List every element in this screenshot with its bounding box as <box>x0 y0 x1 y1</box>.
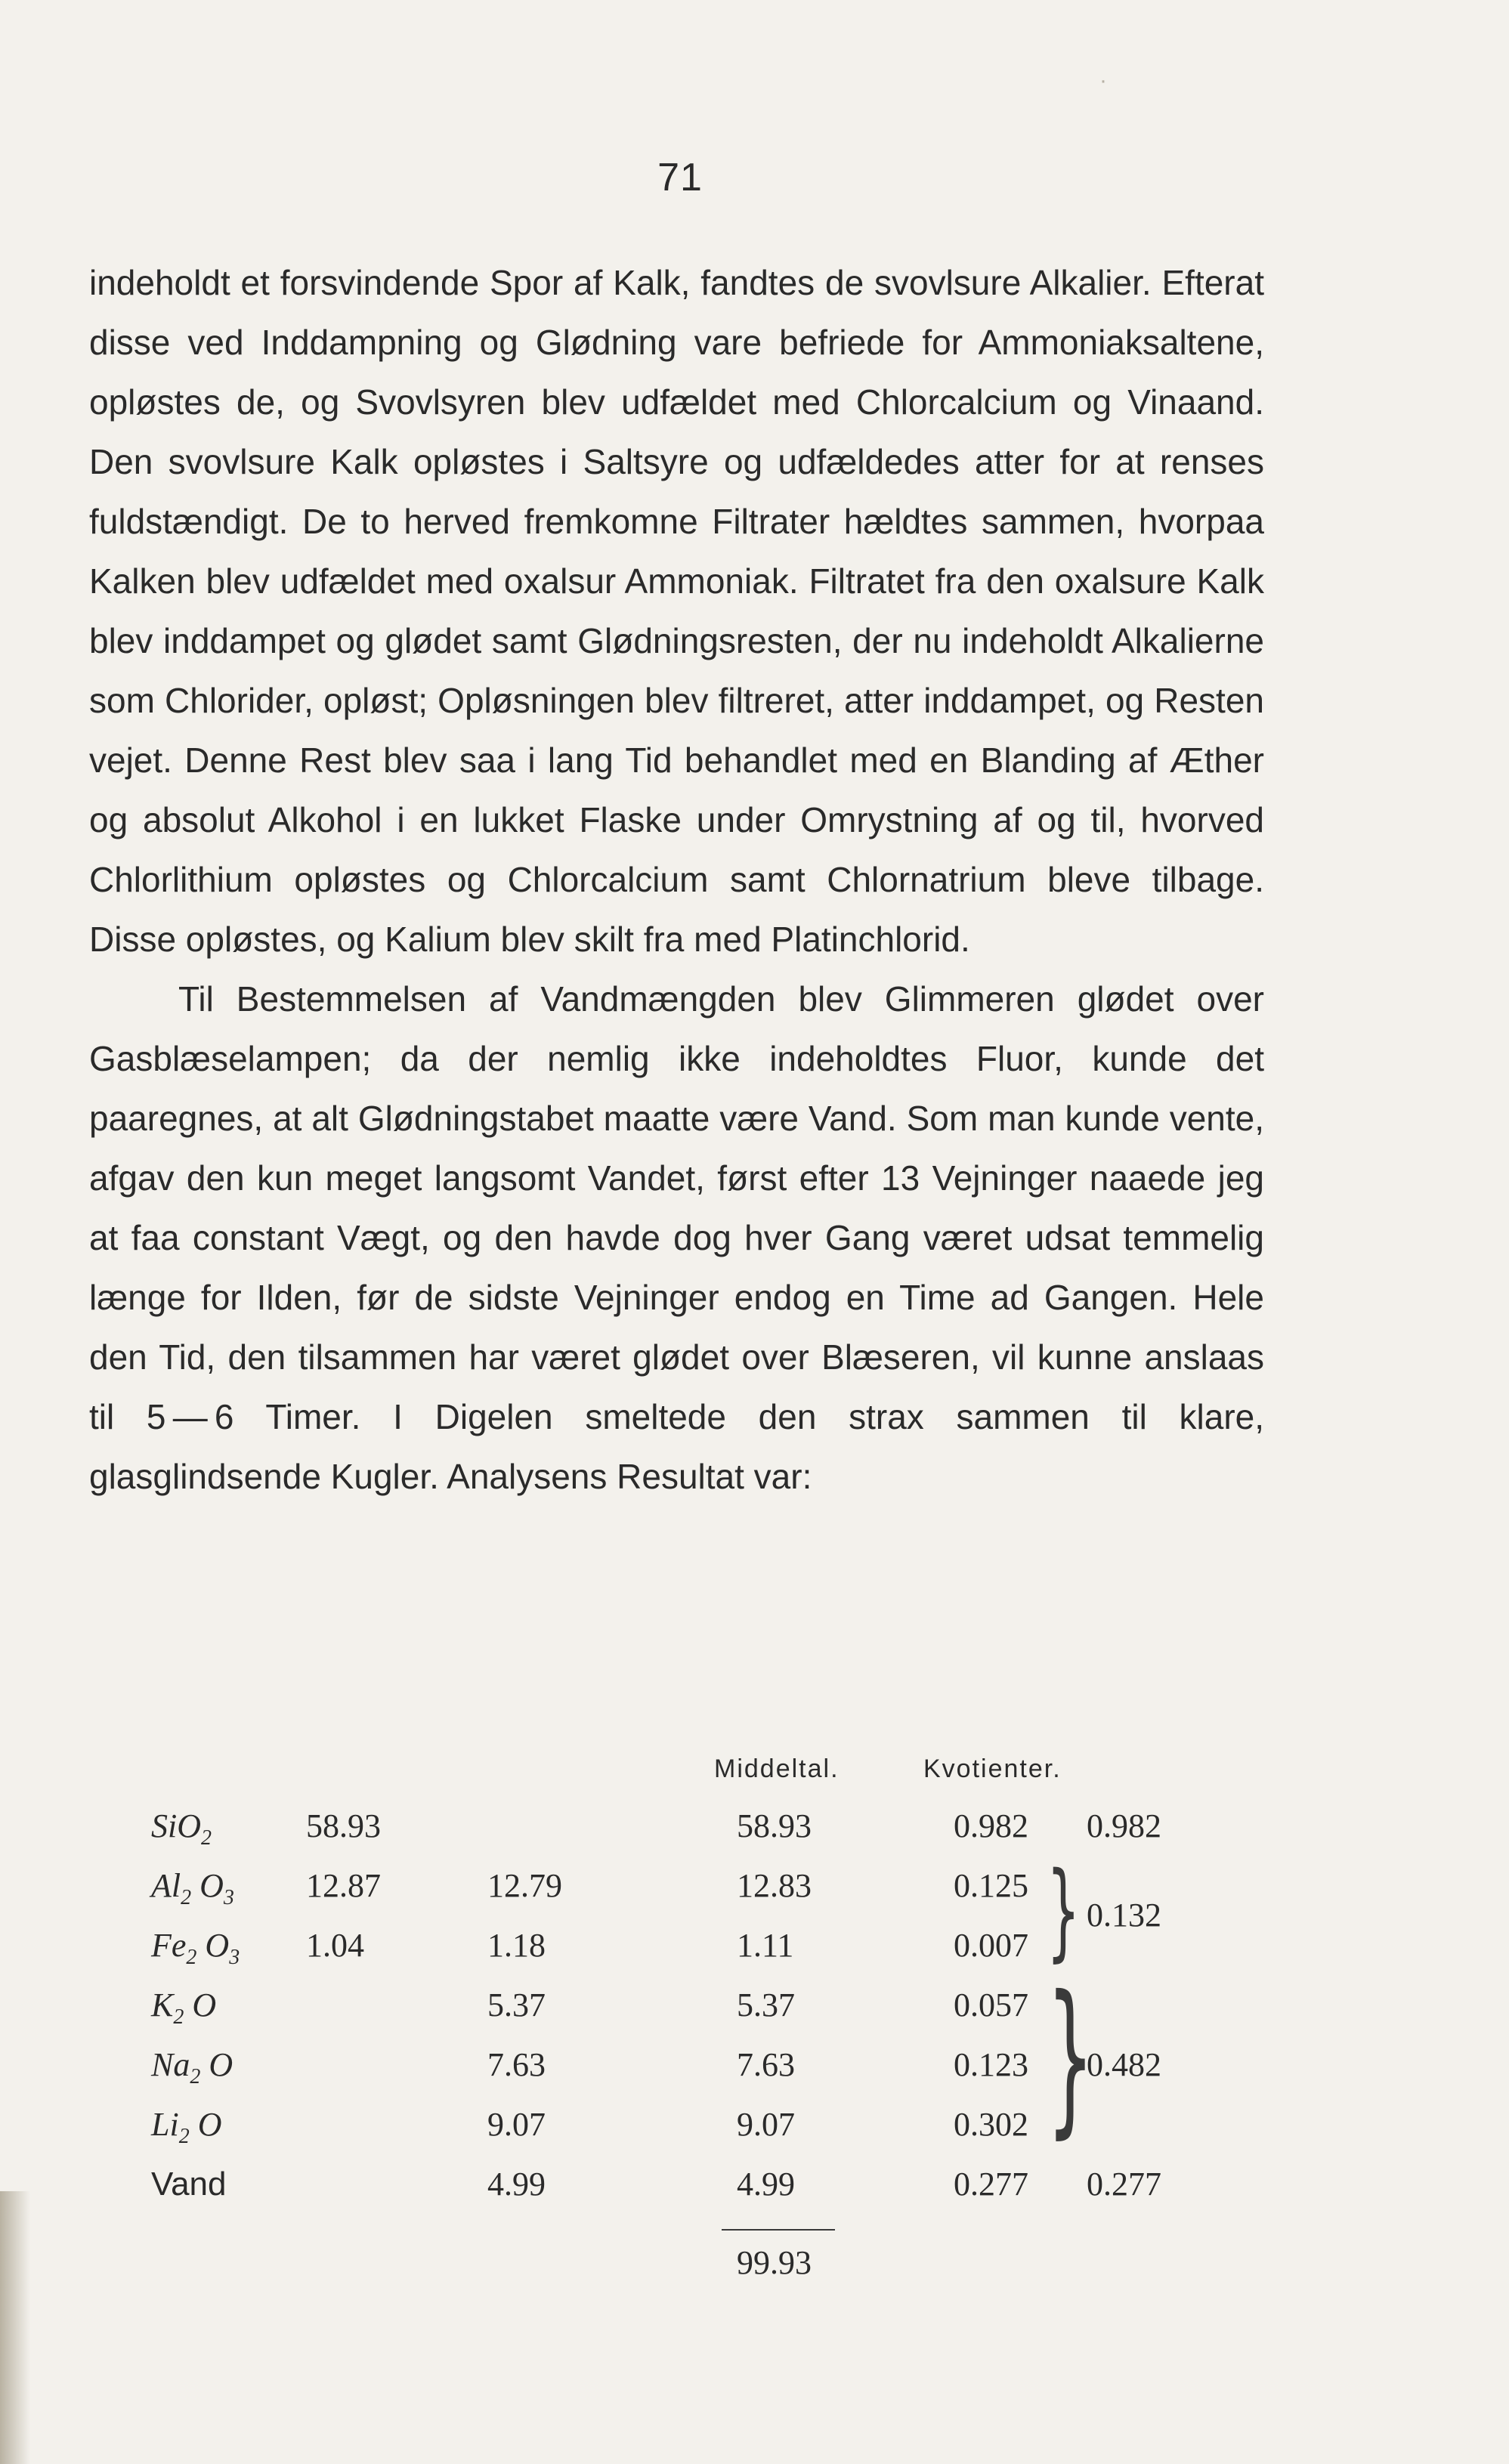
quotient: 0.123 <box>954 2046 1028 2083</box>
quotient: 0.125 <box>954 1867 1028 1904</box>
formula-li2o: $Li_2$ O <box>151 2106 222 2148</box>
quotient: 0.057 <box>954 1986 1028 2023</box>
formula-k2o: $K_2$ O <box>151 1986 217 2029</box>
total-value: 99.93 <box>737 2244 812 2281</box>
page-number: 71 <box>657 156 703 199</box>
brace-alkalis: } <box>1047 1960 1094 2153</box>
paragraph-2: Til Bestemmelsen af Vandmængden blev Glimmeren glødet over Gasblæselampen; da der nemlig ikke indeholdtes Fluor, kunde det paaregnes, at alt Glødningstabet maatte være Vand. Som man kunde vente, afgav den kun meget langsomt Vandet, først efter 13 Vejninger naaede jeg at faa constant Vægt, og den havde dog hver Gang været udsat temmelig længe for Ilden, før de sidste Vejninger endog en Time ad Gangen. Hele den Tid, den tilsammen har været glødet over Blæseren, vil kunne anslaas til 5 — 6 Timer. I Digelen smeltede den strax sammen til klare, glasglindsende Kugler. Analysens Resultat var: <box>89 979 1264 1496</box>
formula-fe2o3: $Fe_2$ $O_3$ <box>151 1927 240 1969</box>
sum-underline <box>722 2229 835 2231</box>
mean-value: 7.63 <box>737 2046 795 2083</box>
group-quotient: 0.482 <box>1087 2046 1161 2083</box>
table-row <box>0 1856 1509 1915</box>
table-row <box>0 1975 1509 2035</box>
table-row <box>0 2154 1509 2214</box>
mean-value: 58.93 <box>737 1807 812 1844</box>
table-row <box>0 1915 1509 1975</box>
formula-al2o3: $Al_2$ $O_3$ <box>151 1867 234 1909</box>
value-2: 12.79 <box>487 1867 562 1904</box>
paragraph-1: indeholdt et forsvindende Spor af Kalk, fandtes de svovlsure Alkalier. Efterat disse ved Inddampning og Glødning vare befriede for Ammoniaksaltene, opløstes de, og Svovlsyren blev udfældet med Chlorcalcium og Vinaand. Den svovlsure Kalk opløstes i Saltsyre og udfældedes atter for at renses fuldstændigt. De to herved fremkomne Filtrater hældtes sammen, hvorpaa Kalken blev udfældet med oxalsur Ammoniak. Filtratet fra den oxalsure Kalk blev inddampet og glødet samt Glødningsresten, der nu indeholdt Alkalierne som Chlorider, opløst; Opløsningen blev filtreret, atter inddampet, og Resten vejet. Denne Rest blev saa i lang Tid behandlet med en Blanding af Æther og absolut Alkohol i en lukket Flaske under Omrystning af og til, hvorved Chlorlithium opløstes og Chlorcalcium samt Chlornatrium bleve tilbage. Disse opløstes, og Kalium blev skilt fra med Platinchlorid. <box>89 263 1264 959</box>
value-2: 7.63 <box>487 2046 546 2083</box>
table-row <box>0 2035 1509 2095</box>
value-2: 1.18 <box>487 1927 546 1964</box>
header-quotients: Kvotienter. <box>923 1754 1062 1783</box>
mean-value: 9.07 <box>737 2106 795 2143</box>
mean-value: 1.11 <box>737 1927 794 1964</box>
analysis-table <box>0 1747 1509 2276</box>
label-vand: Vand <box>151 2166 227 2203</box>
quotient: 0.277 <box>954 2166 1028 2203</box>
print-speck: · <box>1099 68 1107 93</box>
group-quotient: 0.277 <box>1087 2166 1161 2203</box>
formula-sio2: SiO$_2$ <box>151 1807 212 1850</box>
value-1: 12.87 <box>306 1867 381 1904</box>
brace-al-fe: } <box>1047 1850 1081 1973</box>
value-1: 1.04 <box>306 1927 364 1964</box>
quotient: 0.007 <box>954 1927 1028 1964</box>
group-quotient-al-fe: 0.132 <box>1087 1897 1161 1934</box>
header-mean: Middeltal. <box>714 1754 840 1783</box>
table-row <box>0 2095 1509 2154</box>
formula-na2o: $Na_2$ O <box>151 2046 233 2088</box>
group-quotient: 0.982 <box>1087 1807 1161 1844</box>
body-text <box>89 253 1264 1507</box>
value-2: 4.99 <box>487 2166 546 2203</box>
quotient: 0.982 <box>954 1807 1028 1844</box>
value-1: 58.93 <box>306 1807 381 1844</box>
mean-value: 12.83 <box>737 1867 812 1904</box>
quotient: 0.302 <box>954 2106 1028 2143</box>
mean-value: 4.99 <box>737 2166 795 2203</box>
mean-value: 5.37 <box>737 1986 795 2023</box>
value-2: 5.37 <box>487 1986 546 2023</box>
table-row <box>0 1796 1509 1856</box>
value-2: 9.07 <box>487 2106 546 2143</box>
